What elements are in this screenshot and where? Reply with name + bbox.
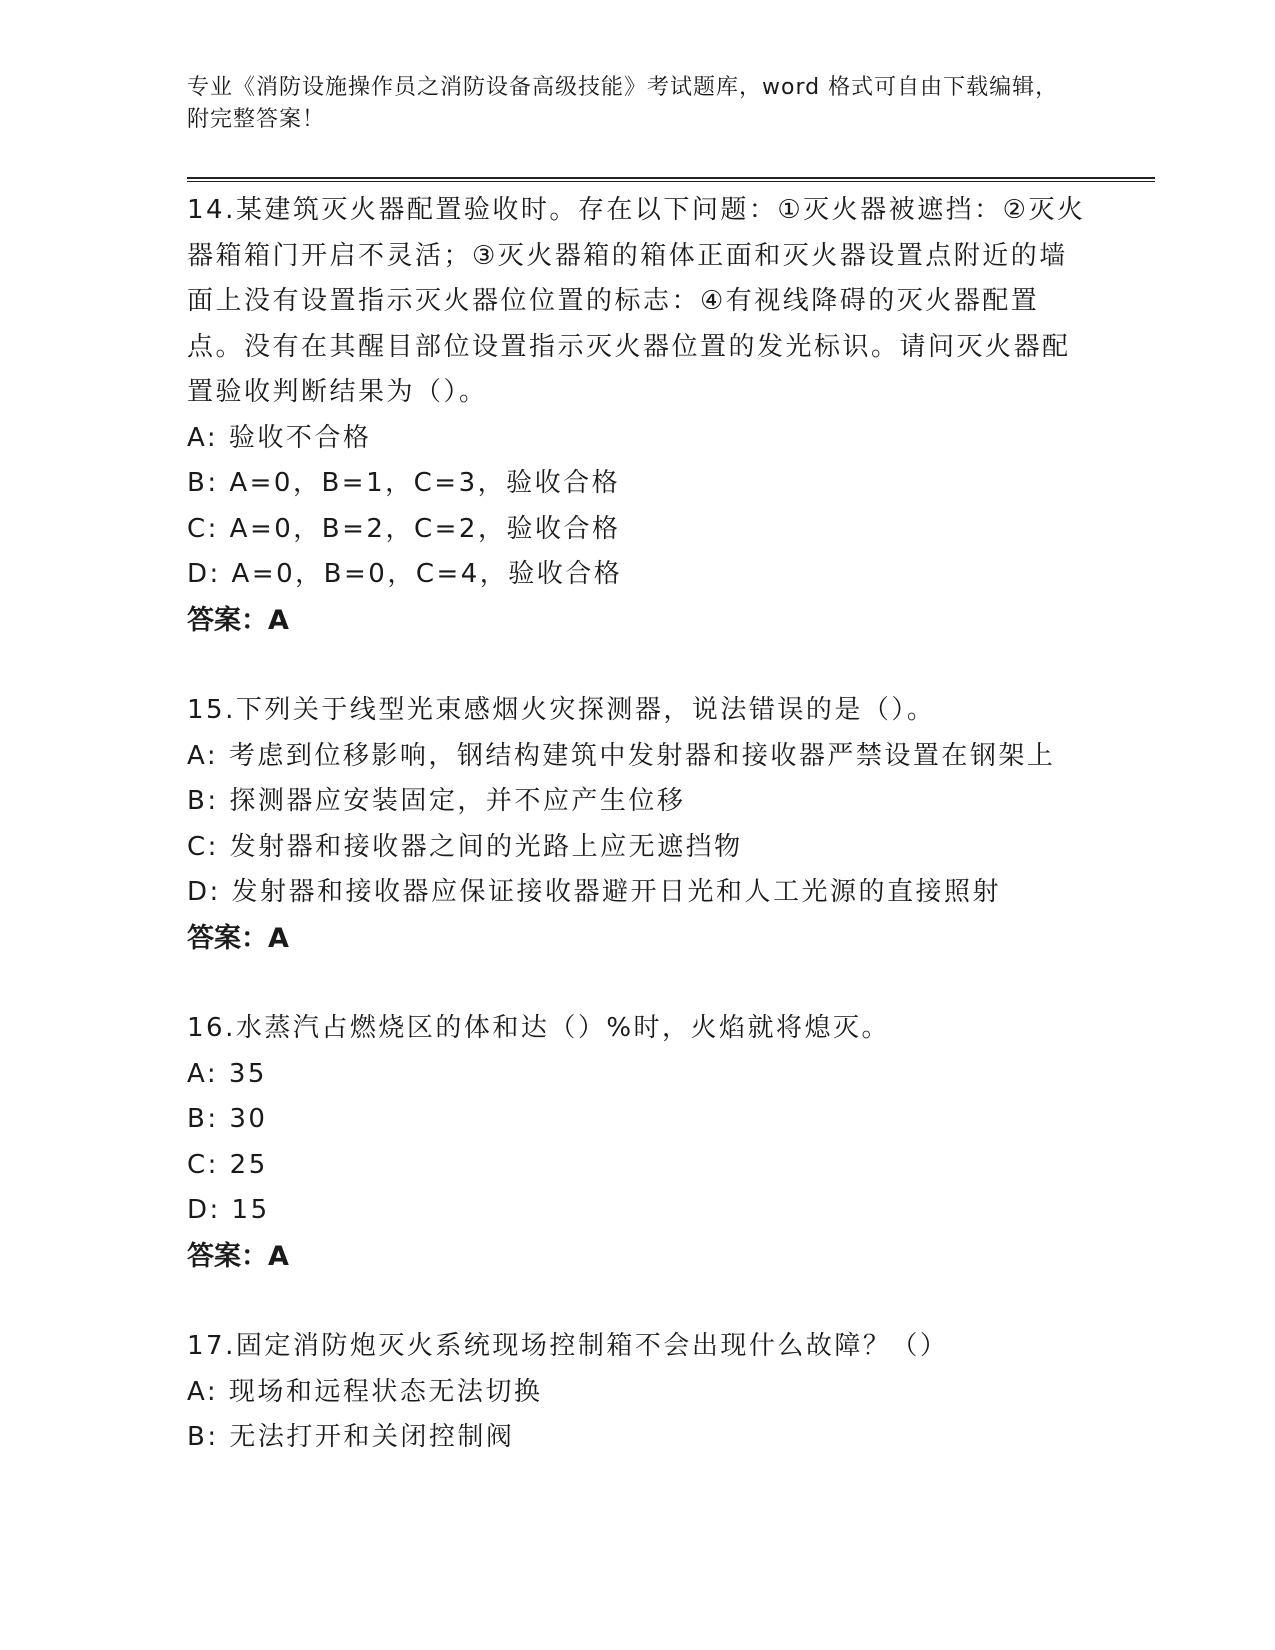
question-list	[187, 188, 1087, 1461]
option-b: B: A=0，B=1，C=3，验收合格	[187, 468, 621, 498]
question-16	[187, 1006, 1087, 1279]
question-stem: 14.某建筑灭火器配置验收时。存在以下问题：①灭火器被遮挡：②灭火器箱箱门开启不灵活；③灭火器箱的箱体正面和灭火器设置点附近的墙面上没有设置指示灭火器位位置的标志：④有视线降碍的灭火器配置点。没有在其醒目部位设置指示灭火器位置的发光标识。请问灭火器配置验收判断结果为（）。	[187, 195, 1086, 407]
option-c: C: A=0，B=2，C=2，验收合格	[187, 513, 621, 544]
option-c: C: 25	[187, 1149, 268, 1180]
option-b: B: 无法打开和关闭控制阀	[187, 1422, 515, 1452]
question-17	[187, 1324, 1087, 1461]
question-14	[187, 188, 1087, 643]
option-d: D: A=0，B=0，C=4，验收合格	[187, 559, 623, 589]
option-d: D: 15	[187, 1195, 270, 1225]
question-stem: 17.固定消防炮灭火系统现场控制箱不会出现什么故障？（）	[187, 1331, 949, 1361]
option-a: A: 现场和远程状态无法切换	[187, 1376, 543, 1407]
answer-line: 答案：A	[187, 1240, 289, 1272]
question-stem: 15.下列关于线型光束感烟火灾探测器，说法错误的是（）。	[187, 695, 936, 725]
option-b: B: 30	[187, 1104, 268, 1134]
question-15	[187, 688, 1087, 961]
option-b: B: 探测器应安装固定，并不应产生位移	[187, 786, 686, 816]
question-stem: 16.水蒸汽占燃烧区的体和达（）%时，火焰就将熄灭。	[187, 1013, 891, 1043]
header-rule-thick	[187, 177, 1155, 179]
answer-line: 答案：A	[187, 604, 289, 636]
option-c: C: 发射器和接收器之间的光路上应无遮挡物	[187, 831, 743, 862]
option-a: A: 35	[187, 1058, 267, 1089]
header-rule-thin	[187, 181, 1155, 182]
option-a: A: 验收不合格	[187, 422, 372, 453]
answer-line: 答案：A	[187, 922, 289, 954]
option-d: D: 发射器和接收器应保证接收器避开日光和人工光源的直接照射	[187, 877, 1002, 907]
option-a: A: 考虑到位移影响，钢结构建筑中发射器和接收器严禁设置在钢架上	[187, 740, 1056, 771]
document-header: 专业《消防设施操作员之消防设备高级技能》考试题库，word 格式可自由下载编辑，附完整答案！	[187, 75, 1059, 132]
